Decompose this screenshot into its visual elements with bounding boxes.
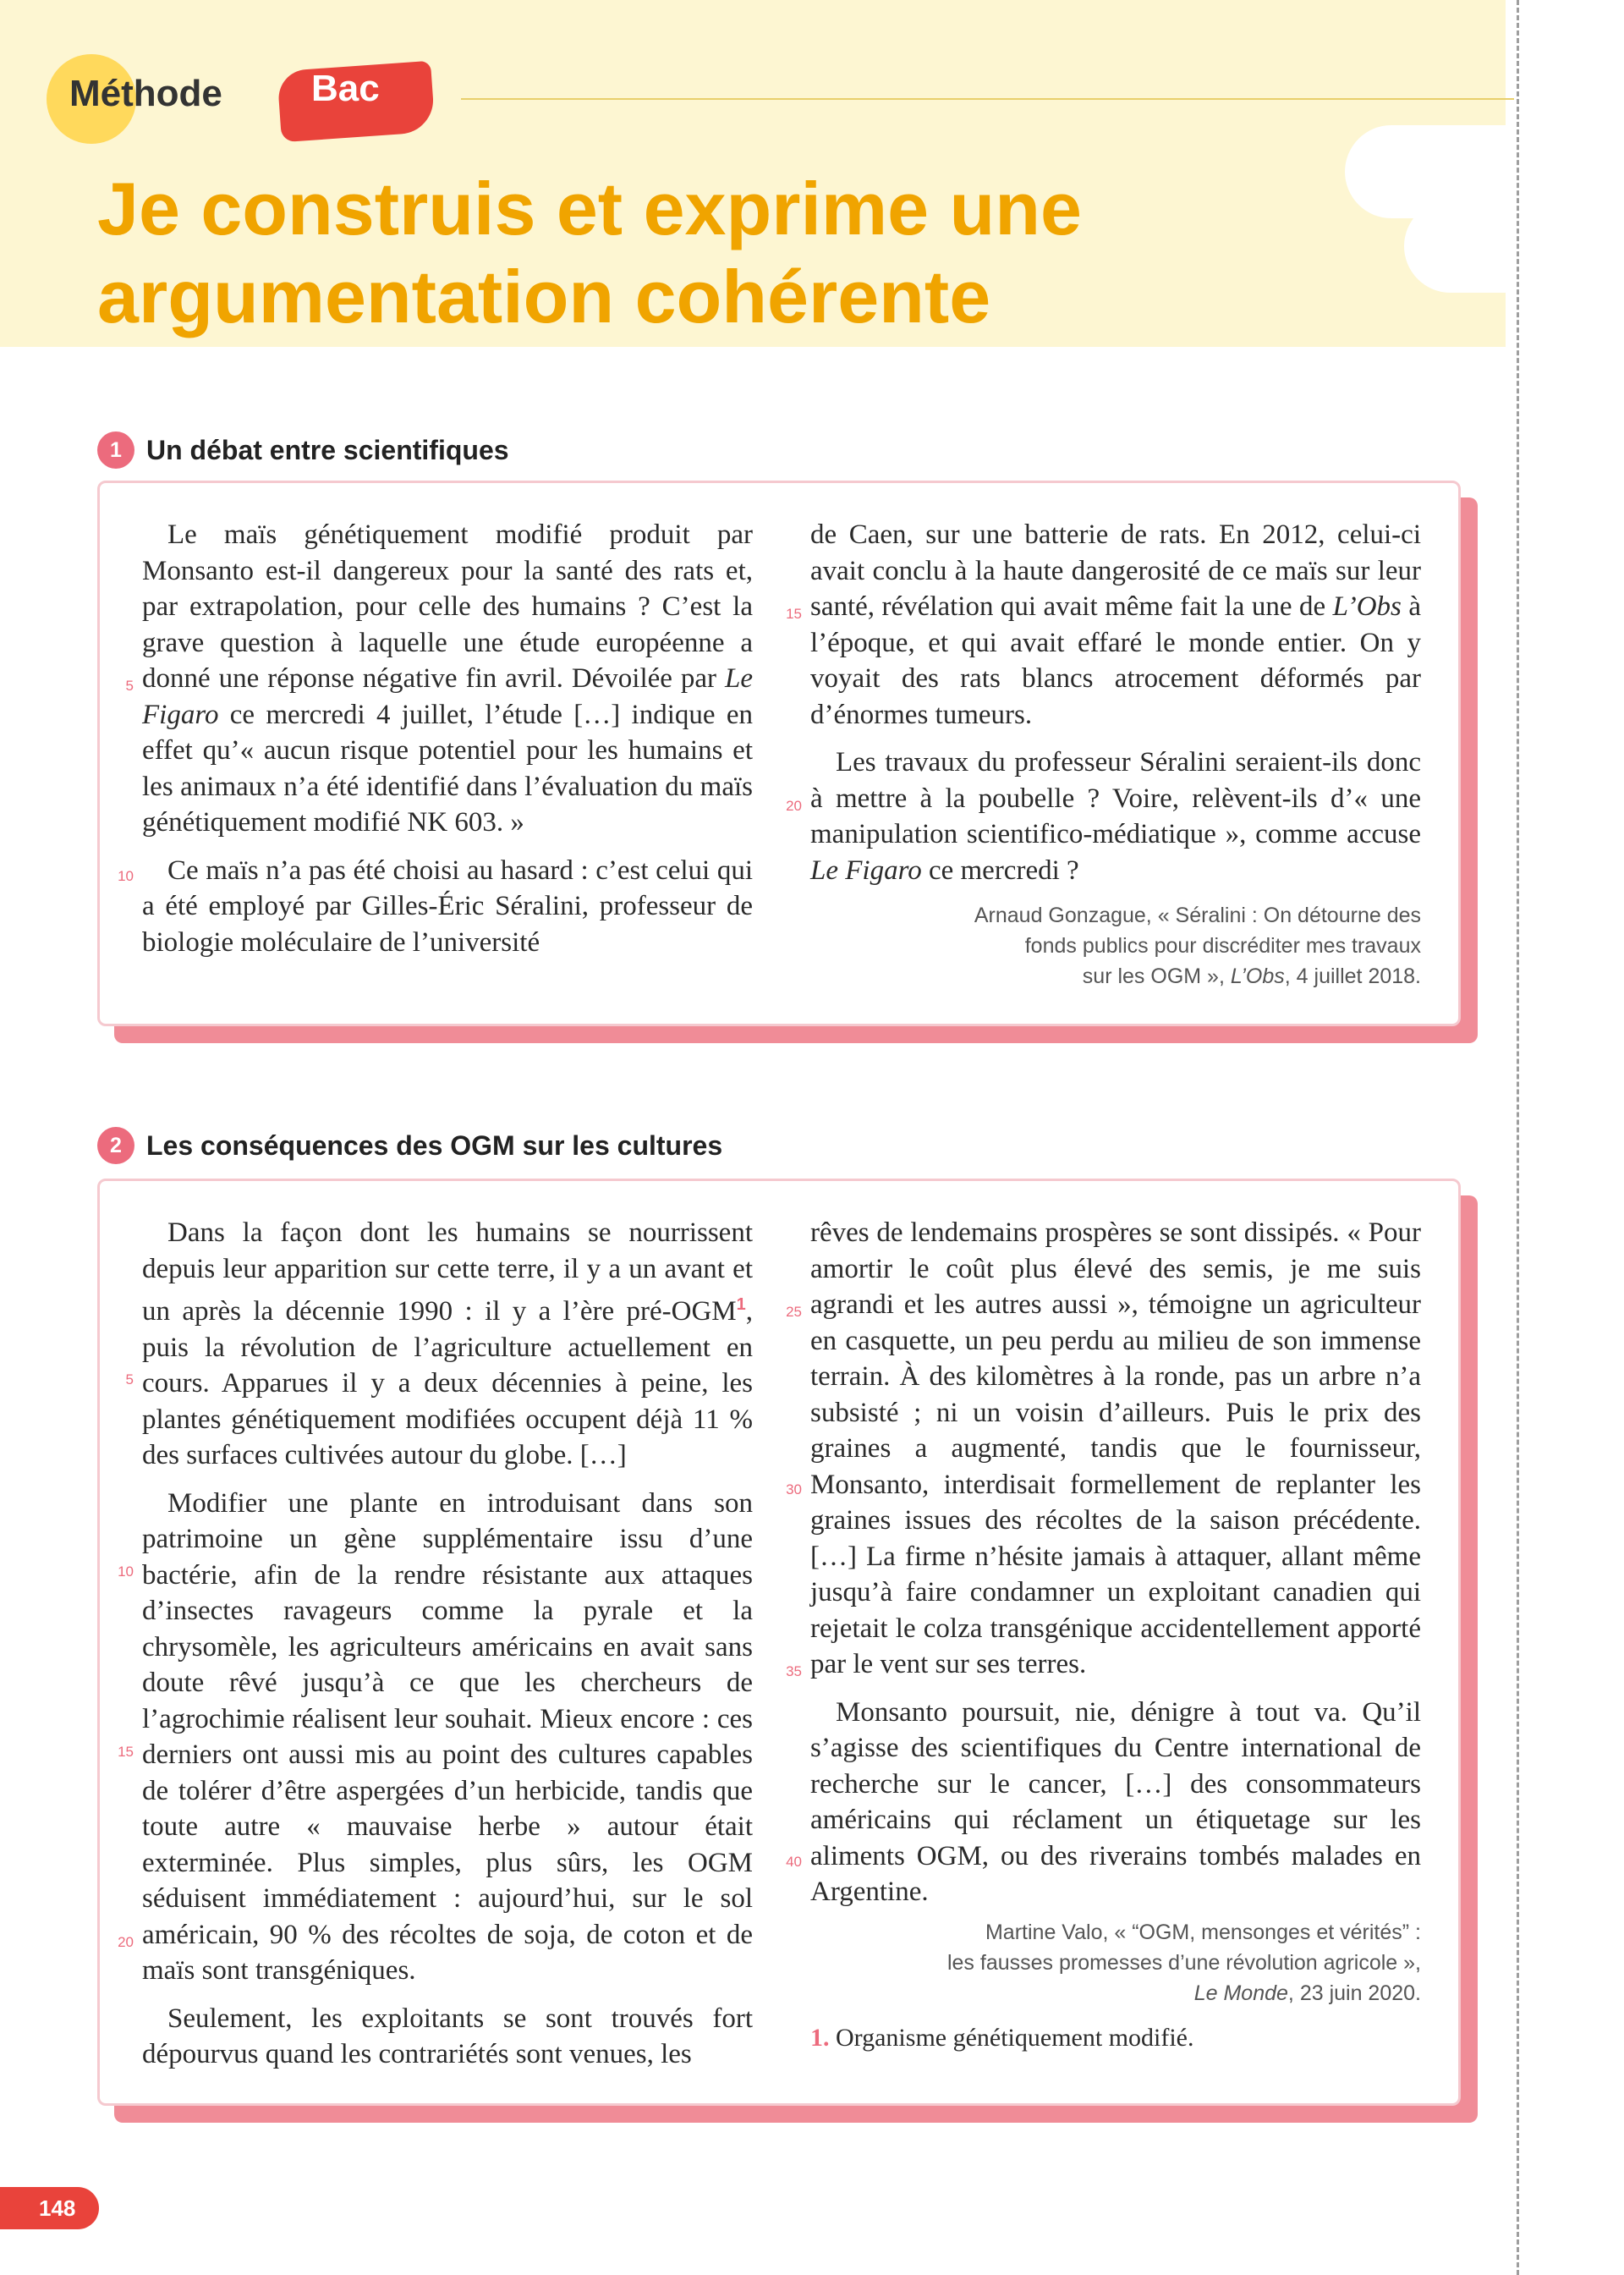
line-number: 10 <box>118 868 134 884</box>
page-title-line-2: argumentation cohérente <box>97 255 991 338</box>
doc1-source-line: Arnaud Gonzague, « Séralini : On détourne des <box>974 904 1421 927</box>
paragraph: de Caen, sur une batterie de rats. En 2012, celui-ci avait conclu à la haute dangerosité de ce maïs sur leur santé, révélation qui avait même fait la une de L’Obs à l’époque, et qui avait effaré le monde entier. On y voyait des rats blancs atrocement déformés par d’énormes tumeurs. <box>810 519 1421 730</box>
line-number: 30 <box>786 1481 802 1497</box>
paragraph: Les travaux du professeur Séralini seraient-ils donc à mettre à la poubelle ? Voire, relèvent-ils d’« une manipulation scientifico-médiatique », comme accuse Le Figaro ce mercredi ? <box>810 747 1421 886</box>
doc2-right-column <box>810 1215 1421 1922</box>
line-number: 15 <box>118 1744 134 1760</box>
line-number: 35 <box>786 1663 802 1679</box>
methode-label: Méthode <box>69 73 222 114</box>
line-number: 20 <box>118 1934 134 1950</box>
doc1-source-line: sur les OGM », L’Obs, 4 juillet 2018. <box>1082 964 1421 988</box>
line-number: 40 <box>786 1854 802 1870</box>
paragraph: Modifier une plante en introduisant dans son patrimoine un gène supplémentaire issu d’une bactérie, afin de la rendre résistante aux attaques d’insectes ravageurs comme la pyrale et la chrysomèle, les agriculteurs américains en avait sans doute rêvé jusqu’à ce que les chercheurs de l’agrochimie réalisent leur souhait. Mieux encore : ces derniers ont aussi mis au point des cultures capables de tolérer d’être aspergées d’un herbicide, tandis que toute autre « mauvaise herbe » autour était exterminée. Plus simples, plus sûrs, les OGM séduisent immédiatement : aujourd’hui, sur le sol américain, 90 % des récoltes de soja, de coton et de maïs sont transgéniques. <box>142 1487 753 1986</box>
doc1-left-column <box>142 517 753 972</box>
doc2-title: Les conséquences des OGM sur les cultures <box>146 1129 723 1161</box>
line-number: 10 <box>118 1563 134 1580</box>
doc2-source-line: les fausses promesses d’une révolution agricole », <box>946 1951 1421 1975</box>
doc2-footnote <box>810 2021 1421 2055</box>
page-title-line-1: Je construis et exprime une <box>97 167 1082 250</box>
paragraph: Ce maïs n’a pas été choisi au hasard : c’est celui qui a été employé par Gilles-Éric Séralini, professeur de biologie moléculaire de l’université <box>142 854 753 958</box>
doc1-number-badge: 1 <box>97 431 134 469</box>
page-title <box>97 165 1366 341</box>
paragraph: rêves de lendemains prospères se sont dissipés. « Pour amortir le coût plus élevé des semis, je me suis agrandi et les autres aussi », témoigne un agriculteur en casquette, un peu perdu au milieu de son immense terrain. À des kilomètres à la ronde, pas un arbre n’a subsisté ; ni un voisin d’ailleurs. Puis le prix des graines a augmenté, tandis que le fournisseur, Monsanto, interdisait formellement de replanter les graines issues des récoltes de la saison précédente. […] La firme n’hésite jamais à attaquer, allant même jusqu’à faire condamner un exploitant canadien qui rejetait le colza transgénique accidentellement apporté par le vent sur ses terres. <box>810 1217 1421 1679</box>
line-number: 5 <box>125 678 134 694</box>
line-number: 15 <box>786 606 802 622</box>
banner-cloud-shape <box>1506 0 1624 347</box>
page-number: 148 <box>0 2187 99 2229</box>
doc2-source-line: Martine Valo, « “OGM, mensonges et vérités” : <box>985 1921 1421 1944</box>
paragraph: Le maïs génétiquement modifié produit par Monsanto est-il dangereux pour la santé des rats et, par extrapolation, pour celle des humains ? C’est la grave question à laquelle une étude européenne a donné une réponse négative fin avril. Dévoilée par Le Figaro ce mercredi 4 juillet, l’étude […] indique en effet qu’« aucun risque potentiel pour les humains et les animaux n’a été identifié dans l’évaluation du maïs génétiquement modifié NK 603. » <box>142 519 753 838</box>
doc1-heading <box>97 431 509 469</box>
bac-label: Bac <box>311 68 380 109</box>
doc2-box <box>97 1179 1461 2106</box>
doc2-left-column <box>142 1215 753 2085</box>
doc1-source <box>692 900 1421 992</box>
line-number: 25 <box>786 1304 802 1320</box>
paragraph: Dans la façon dont les humains se nourrissent depuis leur apparition sur cette terre, il y a un avant et un après la décennie 1990 : il y a l’ère pré-OGM$^1$, puis la révolution de l’agriculture actuellement en cours. Apparues il y a deux décennies à peine, les plantes génétiquement modifiées occupent déjà 11 % des surfaces cultivées autour du globe. […] <box>142 1217 753 1470</box>
footnote-number: 1. <box>810 2024 830 2052</box>
doc2-source-line: Le Monde, 23 juin 2020. <box>1193 1981 1421 2005</box>
paragraph: Monsanto poursuit, nie, dénigre à tout va. Qu’il s’agisse des scientifiques du Centre international de recherche sur le cancer, […] des consommateurs américains qui réclament un étiquetage sur les aliments OGM, ou des riverains tombés malades en Argentine. <box>810 1696 1421 1907</box>
doc1-right-column <box>810 517 1421 900</box>
doc2-number-badge: 2 <box>97 1127 134 1164</box>
doc1-source-line: fonds publics pour discréditer mes travaux <box>1024 934 1421 958</box>
paragraph: Seulement, les exploitants se sont trouvés fort dépourvus quand les contrariétés sont venues, les <box>142 2003 753 2069</box>
doc1-title: Un débat entre scientifiques <box>146 434 509 465</box>
page-cut-line <box>1517 0 1519 2275</box>
line-number: 20 <box>786 798 802 814</box>
footnote-text: Organisme génétiquement modifié. <box>836 2024 1194 2052</box>
doc2-source <box>692 1917 1421 2008</box>
doc1-box <box>97 481 1461 1026</box>
header-rule <box>461 98 1514 100</box>
doc2-heading <box>97 1127 722 1164</box>
line-number: 5 <box>125 1371 134 1388</box>
